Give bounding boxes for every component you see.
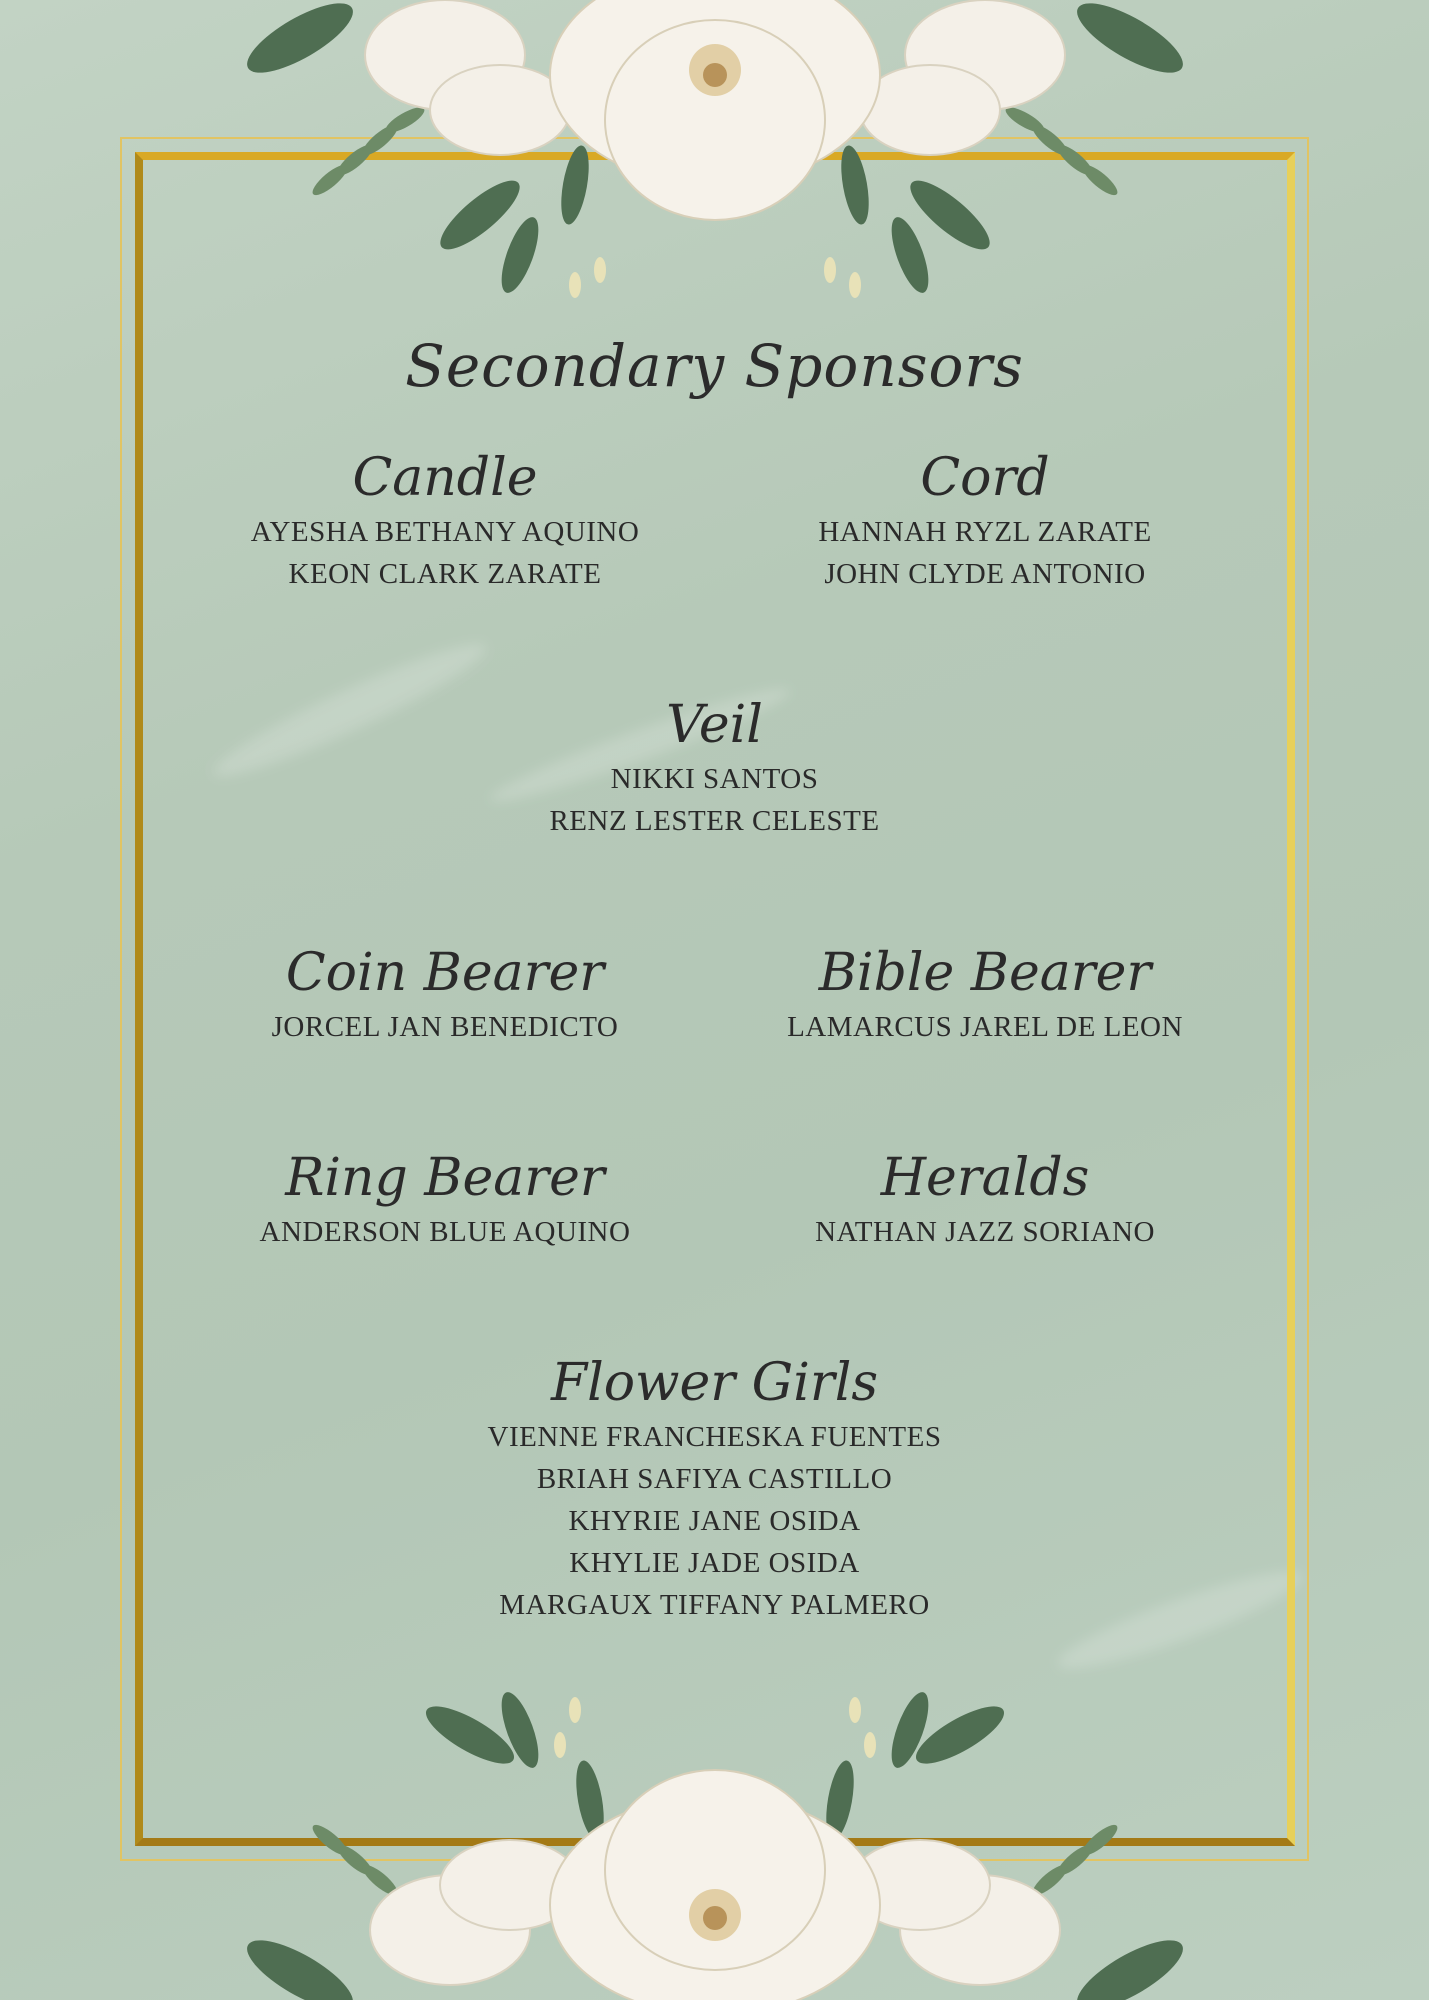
sponsor-name: HANNAH RYZL ZARATE <box>818 516 1152 548</box>
sponsor-name: KEON CLARK ZARATE <box>288 558 602 590</box>
sponsor-group-candle <box>205 445 685 595</box>
page-title: Secondary Sponsors <box>405 332 1024 400</box>
sponsor-name: AYESHA BETHANY AQUINO <box>250 516 640 548</box>
sponsor-group-veil <box>0 692 1429 842</box>
sponsor-name: ANDERSON BLUE AQUINO <box>259 1216 631 1248</box>
role-heading-ring-bearer: Ring Bearer <box>285 1148 605 1208</box>
sponsor-group-heralds <box>745 1145 1225 1253</box>
sponsor-group-coin-bearer <box>205 940 685 1048</box>
sponsor-name: NATHAN JAZZ SORIANO <box>815 1216 1155 1248</box>
sponsor-name: JOHN CLYDE ANTONIO <box>824 558 1146 590</box>
sponsor-group-cord <box>745 445 1225 595</box>
sponsor-name: KHYLIE JADE OSIDA <box>569 1547 860 1579</box>
sponsor-name: VIENNE FRANCHESKA FUENTES <box>487 1421 942 1453</box>
role-heading-flower-girls: Flower Girls <box>550 1353 879 1413</box>
sponsor-group-bible-bearer <box>745 940 1225 1048</box>
sponsor-name: JORCEL JAN BENEDICTO <box>271 1011 619 1043</box>
sponsor-group-ring-bearer <box>205 1145 685 1253</box>
role-heading-veil: Veil <box>666 695 763 755</box>
sponsor-name: BRIAH SAFIYA CASTILLO <box>536 1463 893 1495</box>
role-heading-cord: Cord <box>920 448 1050 508</box>
sponsor-name: RENZ LESTER CELESTE <box>549 805 880 837</box>
role-heading-candle: Candle <box>352 448 538 508</box>
sponsor-name: NIKKI SANTOS <box>610 763 819 795</box>
sponsor-name: MARGAUX TIFFANY PALMERO <box>499 1589 930 1621</box>
role-heading-heralds: Heralds <box>880 1148 1090 1208</box>
sponsor-name: LAMARCUS JAREL DE LEON <box>787 1011 1183 1043</box>
sponsor-group-flower-girls <box>0 1350 1429 1626</box>
sponsor-name: KHYRIE JANE OSIDA <box>568 1505 861 1537</box>
role-heading-coin-bearer: Coin Bearer <box>285 943 605 1003</box>
role-heading-bible-bearer: Bible Bearer <box>818 943 1152 1003</box>
